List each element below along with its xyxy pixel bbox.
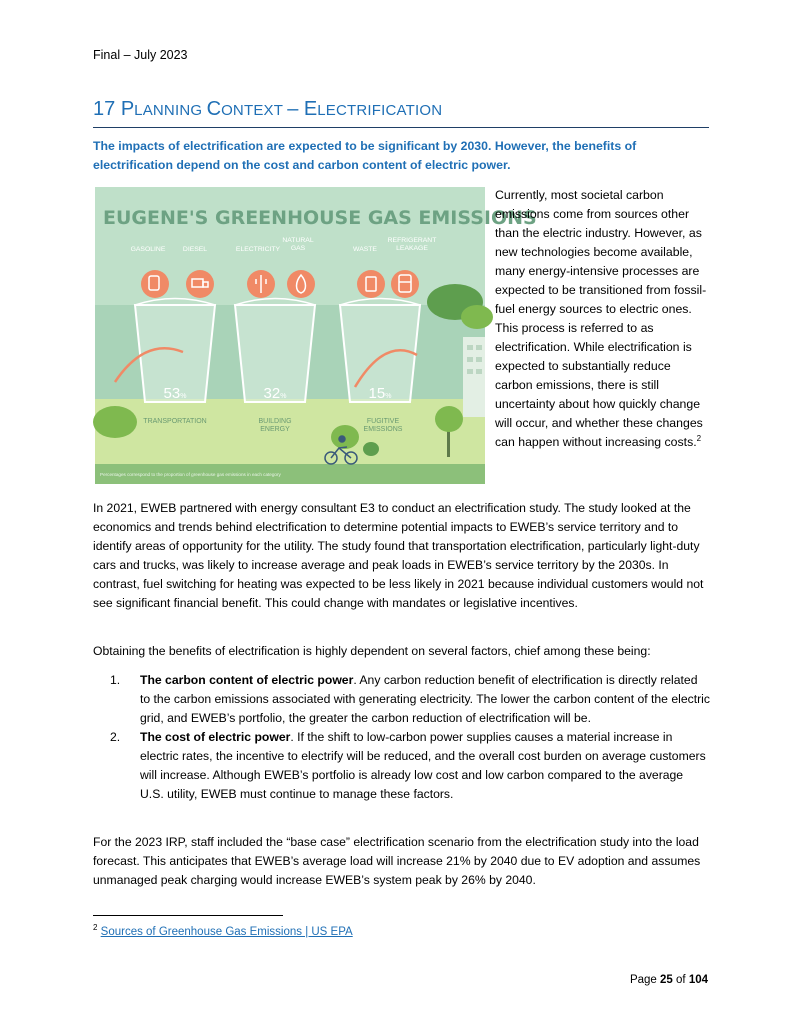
label-gasoline: GASOLINE [130, 246, 166, 253]
paragraph-study: In 2021, EWEB partnered with energy consultant E3 to conduct an electrification study. The study looked at the economics and trends behind electrification to determine potential impacts to EWEB’s service territory and to identify areas of opportunity for the utility. The study found that transportation electrification, particularly light-duty cars and trucks, was likely to increase average and peak loads in EWEB’s service territory by the 2030s. In contrast, fuel switching for heating was expected to be less likely in 2021 because individual customers would not see significant financial benefit. This could change with mandates or legislative incentives. [93, 501, 704, 610]
infographic-caption: Percentages correspond to the proportion of greenhouse gas emissions in each category [100, 472, 281, 477]
label-waste: WASTE [353, 246, 377, 253]
factors-list [110, 671, 710, 804]
category-fugitive-1: FUGITIVE [366, 418, 400, 425]
category-building-1: BUILDING [258, 418, 292, 425]
label-electricity: ELECTRICITY [235, 246, 281, 253]
section-number: 17 [93, 98, 116, 120]
truck-icon [186, 270, 214, 298]
trash-can-icon [357, 270, 385, 298]
category-building-2: ENERGY [260, 426, 290, 433]
side-paragraph: Currently, most societal carbon emissions come from sources other than the electric industry. However, as new technologies become available, many energy-intensive processes are expected to be transitioned from fossil-fuel energy sources to electric ones. This process is referred to as electrification. While electrification is expected to substantially reduce carbon emissions, there is still uncertainty about how quickly change will occur, and whether these changes can happen without increasing costs.$^2$ [495, 188, 707, 449]
building-icon [463, 337, 485, 417]
label-natural-gas-2: GAS [290, 245, 306, 252]
label-refrigerant-1: REFRIGERANT [387, 237, 437, 244]
emissions-infographic [95, 187, 537, 484]
footnote-divider [93, 915, 283, 916]
paragraph-factors-intro: Obtaining the benefits of electrification is highly dependent on several factors, chief among these being: [93, 644, 651, 658]
running-header: Final – July 2023 [93, 48, 188, 62]
gas-pump-icon [141, 270, 169, 298]
percent-fugitive-emissions: 15% [368, 385, 392, 402]
category-fugitive-2: EMISSIONS [363, 426, 403, 433]
paragraph-irp: For the 2023 IRP, staff included the “base case” electrification scenario from the electrification study into the load forecast. This anticipates that EWEB’s average load will increase 21% by 2040 due to EV adoption and assumes unmanaged peak charging would increase EWEB’s system peak by 26% by 2040. [93, 835, 701, 887]
list-item: 2. The cost of electric power. If the shift to low-carbon power supplies causes a material increase in electric rates, the incentive to electrify will be reduced, and the overall cost burden on average customers will increase. Although EWEB’s portfolio is already low cost and low carbon compared to the average U.S. utility, EWEB must continue to manage these factors. [110, 730, 706, 801]
label-refrigerant-2: LEAKAGE [396, 245, 428, 252]
category-transportation: TRANSPORTATION [143, 418, 207, 425]
footnote-ref[interactable]: 2 [696, 433, 702, 443]
percent-transportation: 53% [163, 385, 187, 402]
percent-building-energy: 32% [263, 385, 287, 402]
label-natural-gas-1: NATURAL [282, 237, 314, 244]
section-title [93, 98, 709, 128]
label-diesel: DIESEL [182, 246, 208, 253]
infographic-title: EUGENE'S GREENHOUSE GAS EMISSIONS [103, 207, 537, 229]
lead-summary: The impacts of electrification are expected to be significant by 2030. However, the benefits of electrification depend on the cost and carbon content of electric power. [93, 139, 637, 172]
footnote: $^2$ Sources of Greenhouse Gas Emissions | US EPA [93, 923, 353, 938]
section-title-text: PLANNING CONTEXT – ELECTRIFICATION [120, 98, 443, 120]
refrigerator-icon [391, 270, 419, 298]
footnote-link[interactable]: Sources of Greenhouse Gas Emissions | US EPA [100, 926, 353, 938]
page-number: Page 25 of 104 [629, 974, 708, 986]
list-item: 1. The carbon content of electric power. Any carbon reduction benefit of electrification is directly related to the carbon emissions associated with generating electricity. The lower the carbon content of the electric grid, and EWEB’s portfolio, the greater the carbon reduction of electrification will be. [110, 673, 710, 725]
